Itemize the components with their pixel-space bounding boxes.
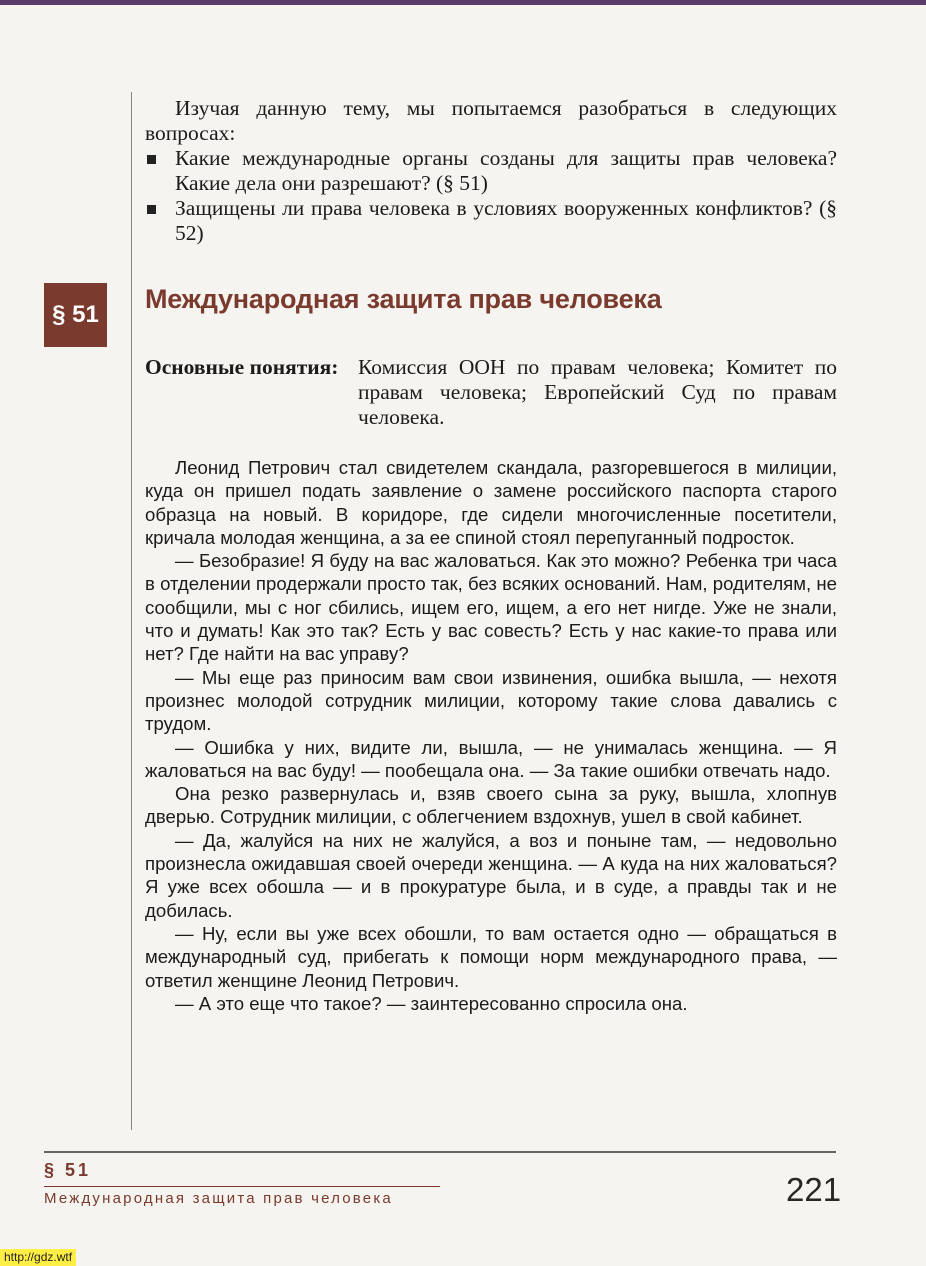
paragraph: Леонид Петрович стал свидетелем скандала, разгоревшегося в милиции, куда он пришел подать заявление о замене российского паспорта старого образца на новый. В коридоре, где сидели многочисленные посетители, кричала молодая женщина, а за ее спиной стоял перепуганный подросток. (145, 457, 837, 548)
footer-section-title: Международная защита прав человека (44, 1190, 393, 1207)
story-text (145, 456, 837, 1015)
paragraph: — Безобразие! Я буду на вас жаловаться. Как это можно? Ребенка три часа в отделении продержали просто так, без всяких оснований. Нам, родителям, не сообщили, мы с ног сбились, ищем его, ищем, а его нет нигде. Уже не знали, что и думать! Как это так? Есть у вас совесть? Есть у нас какие-то права или нет? Где найти на вас управу? (145, 550, 837, 665)
paragraph: — А это еще что такое? — заинтересованно спросила она. (175, 992, 688, 1014)
intro-lead: Изучая данную тему, мы попытаемся разобраться в следующих вопросах: (145, 96, 837, 145)
square-bullet-icon (147, 205, 156, 214)
paragraph: Она резко развернулась и, взяв своего сына за руку, вышла, хлопнув дверью. Сотрудник милиции, с облегчением вздохнув, ушел в свой кабинет. (145, 783, 837, 828)
list-item (145, 196, 837, 246)
footer-underline (44, 1186, 440, 1187)
paragraph: — Ошибка у них, видите ли, вышла, — не унималась женщина. — Я жаловаться на вас буду! — пообещала она. — За такие ошибки отвечать надо. (145, 736, 837, 781)
paragraph: — Ну, если вы уже всех обошли, то вам остается одно — обращаться в международный суд, прибегать к помощи норм международного права, — ответил женщине Леонид Петрович. (145, 922, 837, 991)
square-bullet-icon (147, 155, 156, 164)
list-item (145, 146, 837, 196)
top-color-bar (0, 0, 926, 5)
paragraph: — Да, жалуйся на них не жалуйся, а воз и поныне там, — недовольно произнесла ожидавшая своей очереди женщина. — А куда на них жаловаться? Я уже всех обошла — и в прокуратуре была, и в суде, а правды так и не добилась. (145, 829, 837, 921)
paragraph: — Мы еще раз приносим вам свои извинения, ошибка вышла, — нехотя произнес молодой сотрудник милиции, которому такие слова давались с трудом. (145, 666, 837, 735)
question-text: Защищены ли права человека в условиях вооруженных конфликтов? (§ 52) (175, 196, 837, 245)
intro-questions (145, 146, 837, 246)
key-concepts-label: Основные понятия: (145, 355, 339, 379)
margin-rule (131, 92, 132, 1130)
key-concepts-text: Комиссия ООН по правам человека; Комитет по правам человека; Европейский Суд по правам человека. (358, 355, 837, 429)
section-title: Международная защита прав человека (145, 284, 662, 314)
page-number: 221 (786, 1171, 842, 1208)
key-concepts (145, 355, 837, 430)
question-text: Какие международные органы созданы для защиты прав человека? Какие дела они разрешают? (§ 51) (175, 146, 837, 195)
section-badge: § 51 (44, 283, 107, 347)
intro-block (145, 96, 837, 246)
footer-section-number: § 51 (44, 1160, 92, 1180)
watermark-link[interactable]: http://gdz.wtf (0, 1249, 76, 1266)
footer-divider (44, 1151, 836, 1153)
